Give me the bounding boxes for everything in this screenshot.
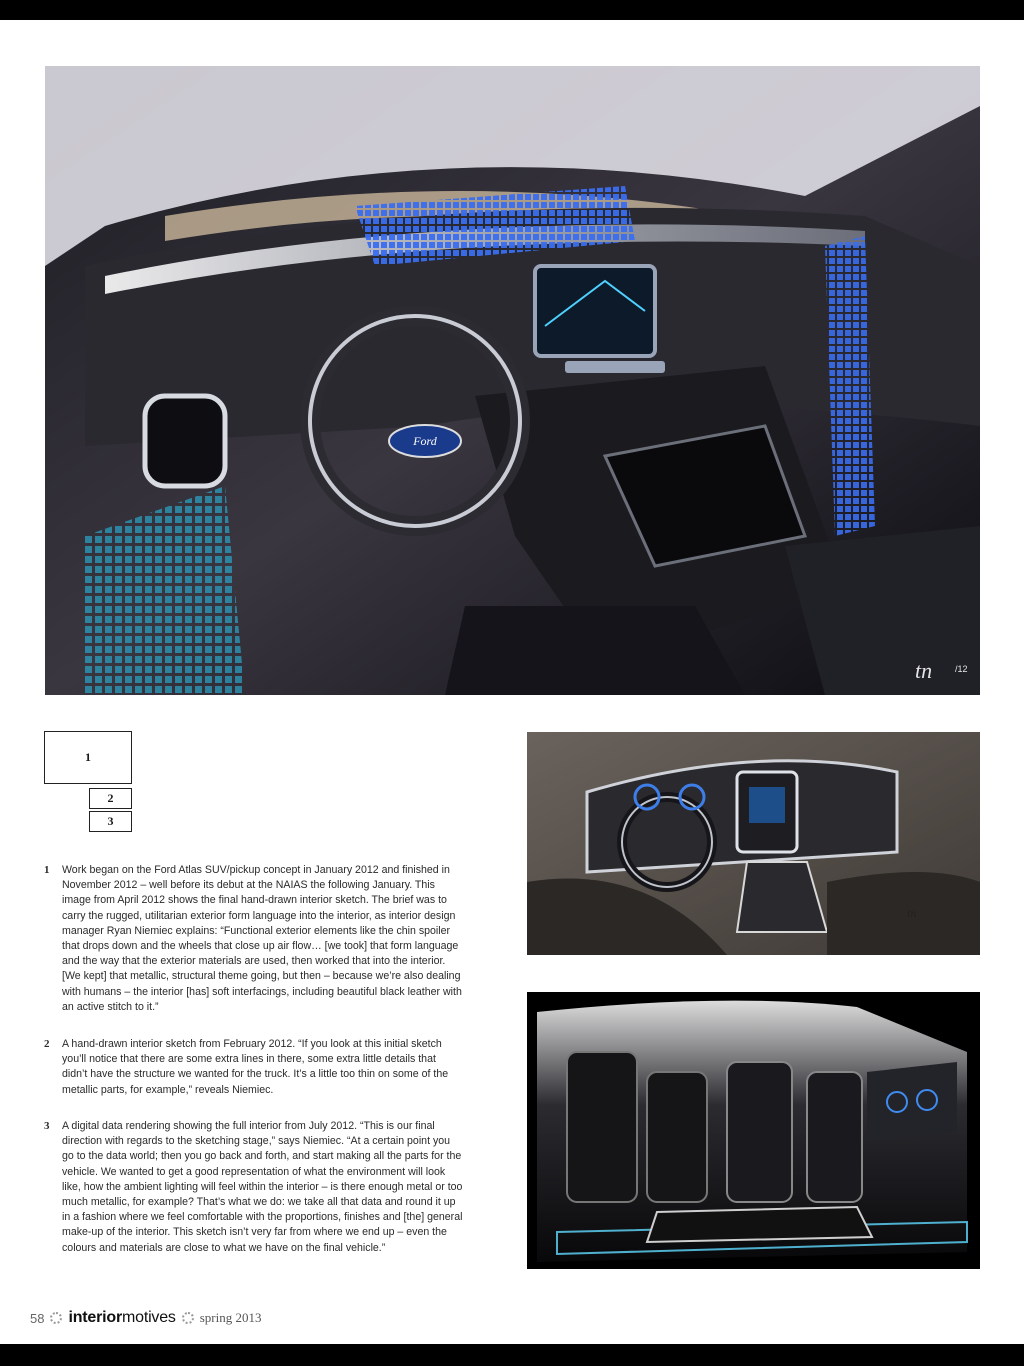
page-number: 58 — [30, 1310, 45, 1326]
caption-number: 2 — [44, 1038, 50, 1050]
dotted-circle-icon — [182, 1312, 194, 1324]
issue-label: spring 2013 — [199, 1310, 262, 1325]
caption-2 — [44, 1037, 464, 1098]
main-interior-sketch — [45, 66, 980, 695]
caption-text: A digital data rendering showing the full interior from July 2012. “This is our final direction with regards to the sketching stage,” says Niemiec. “At a certain point you go to the data world; then you go back and forth, and start making all the parts for the vehicle. We wanted to get a good representation of what the environment will look like, how the ambient lighting will feel within the interior – is there enough metal or too much metallic, for example? That’s what we do: we take all that data and round it up in a fashion where we feel comfortable with the proportions, finishes and [the] general make-up of the interior. This sketch isn’t very far from where we end up – even the colours and materials are close to what we have on the final vehicle.” — [62, 1120, 463, 1254]
page-footer — [30, 1307, 261, 1329]
ford-badge: Ford — [413, 434, 437, 448]
dotted-circle-icon — [50, 1312, 62, 1324]
caption-text: A hand-drawn interior sketch from February 2012. “If you look at this initial sketch you’ll notice that there are some extra lines in there, some extra little details that didn’t have the structure we wanted for the truck. It’s a little too thin on some of the metallic parts, for example,” reveals Niemiec. — [62, 1038, 449, 1096]
image-key-2: 2 — [89, 788, 132, 809]
image-key-3: 3 — [89, 811, 132, 832]
caption-1 — [44, 863, 464, 1015]
magazine-name-light: motives — [122, 1309, 176, 1326]
signature-date: /12 — [955, 664, 968, 674]
caption-number: 1 — [44, 864, 50, 876]
bottom-black-bar — [0, 1344, 1024, 1366]
artist-signature: tn — [915, 658, 933, 683]
top-black-bar — [0, 0, 1024, 20]
caption-3 — [44, 1119, 464, 1256]
hand-drawn-sketch — [527, 732, 980, 955]
magazine-name-bold: interior — [68, 1309, 122, 1326]
digital-rendering — [527, 992, 980, 1269]
image-key-1: 1 — [44, 731, 132, 784]
caption-text: Work began on the Ford Atlas SUV/pickup concept in January 2012 and finished in November 2012 – well before its debut at the NAIAS the following January. This image from April 2012 shows the final hand-drawn interior sketch. The brief was to carry the rugged, utilitarian exterior form language into the interior, as interior design manager Ryan Niemiec explains: “Functional exterior elements like the chin spoiler that drops down and the wheels that close up air flow… [we took] that form language and the way that the exterior materials are used, then worked that into the interior. [We kept] that metallic, structural theme going, but then – because we’re also dealing with humans – the interior [has] soft interfacings, including beautiful black leather with an active stitch to it.” — [62, 864, 462, 1013]
caption-number: 3 — [44, 1120, 50, 1132]
sketch-signature: tn — [907, 906, 917, 920]
